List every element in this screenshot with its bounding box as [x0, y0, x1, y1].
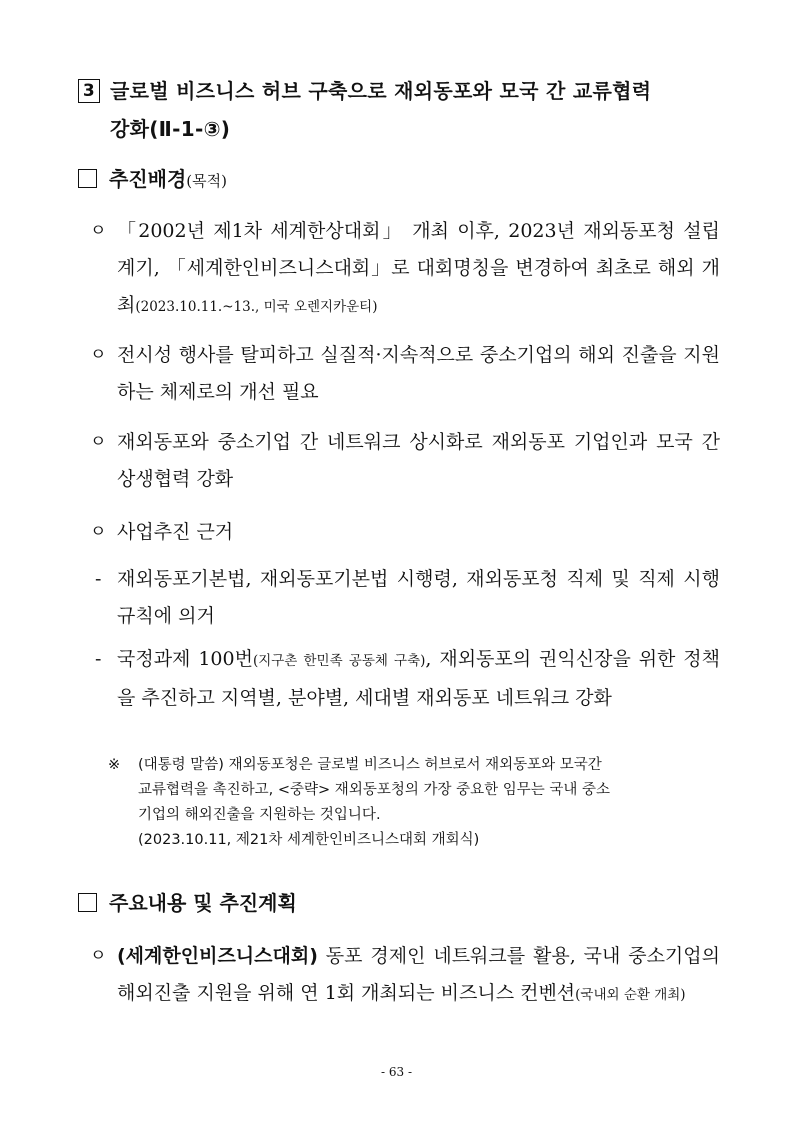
- bullet-text: 재외동포와 중소기업 간 네트워크 상시화로 재외동포 기업인과 모국 간 상생협력 강화: [117, 431, 720, 490]
- checkbox-square-icon: [78, 893, 97, 912]
- page-number: - 63 -: [380, 1065, 412, 1079]
- title-line-1: 글로벌 비즈니스 허브 구축으로 재외동포와 모국 간 교류협력: [110, 79, 652, 103]
- section-number-box: 3: [78, 79, 100, 103]
- dash-item-law: [95, 561, 720, 635]
- bullet-circle-icon: ㅇ: [90, 946, 107, 966]
- dash-mark: -: [95, 568, 102, 590]
- bullet-text: 전시성 행사를 탈피하고 실질적·지속적으로 중소기업의 해외 진출을 지원하는 체제로의 개선 필요: [117, 344, 720, 403]
- dash-mark: -: [95, 648, 102, 670]
- heading-background: [78, 163, 227, 192]
- dash-note: (지구촌 한민족 공동체 구축): [252, 653, 426, 669]
- bullet-note: (국내외 순환 개최): [575, 987, 686, 1003]
- checkbox-square-icon: [78, 169, 97, 188]
- quote-source: (2023.10.11, 제21차 세계한인비즈니스대회 개회식): [138, 832, 480, 848]
- heading-main-content: [78, 887, 297, 916]
- title-line-2: 강화(Ⅱ-1-③): [110, 117, 231, 141]
- bullet-circle-icon: ㅇ: [90, 522, 107, 542]
- bullet-circle-icon: ㅇ: [90, 345, 107, 365]
- bullet-circle-icon: ㅇ: [90, 221, 107, 241]
- reference-mark-icon: ※: [108, 757, 121, 773]
- bullet-item-business-convention: [90, 938, 720, 1014]
- dash-item-national-agenda: [95, 641, 720, 717]
- bullet-strong-label: (세계한인비즈니스대회): [117, 945, 318, 967]
- heading-main-content-label: 주요내용 및 추진계획: [109, 891, 297, 915]
- bullet-item-legal-basis: [90, 514, 720, 551]
- bullet-note: (2023.10.11.~13., 미국 오렌지카운티): [135, 299, 378, 315]
- bullet-circle-icon: ㅇ: [90, 432, 107, 452]
- bullet-item-improvement: [90, 337, 720, 411]
- quote-line-2: 교류협력을 촉진하고, <중략> 재외동포청의 가장 중요한 임무는 국내 중소: [138, 782, 610, 798]
- section-title: [78, 72, 728, 148]
- dash-text-before: 국정과제 100번: [117, 648, 253, 670]
- quote-line-3: 기업의 해외진출을 지원하는 것입니다.: [138, 807, 381, 823]
- heading-background-label: 추진배경: [109, 167, 187, 191]
- bullet-item-network: [90, 424, 720, 498]
- bullet-text: 사업추진 근거: [117, 521, 234, 543]
- dash-text: 재외동포기본법, 재외동포기본법 시행령, 재외동포청 직제 및 직제 시행규칙에 의거: [117, 568, 720, 627]
- dash-text-after: , 재외동포의 권익신장을 위한 정책을 추진하고 지역별, 분야별, 세대별 재외동포 네트워크 강화: [117, 648, 721, 709]
- bullet-text: 「2002년 제1차 세계한상대회」 개최 이후, 2023년 재외동포청 설립 계기, 「세계한인비즈니스대회」로 대회명칭을 변경하여 최초로 해외 개최: [117, 220, 720, 316]
- bullet-item-history: [90, 213, 720, 326]
- bullet-text: 동포 경제인 네트워크를 활용, 국내 중소기업의 해외진출 지원을 위해 연 1회 개최되는 비즈니스 컨벤션: [117, 945, 720, 1004]
- presidential-quote: [108, 753, 720, 853]
- quote-line-1: (대통령 말씀) 재외동포청은 글로벌 비즈니스 허브로서 재외동포와 모국간: [138, 757, 602, 773]
- heading-background-note: (목적): [186, 172, 227, 190]
